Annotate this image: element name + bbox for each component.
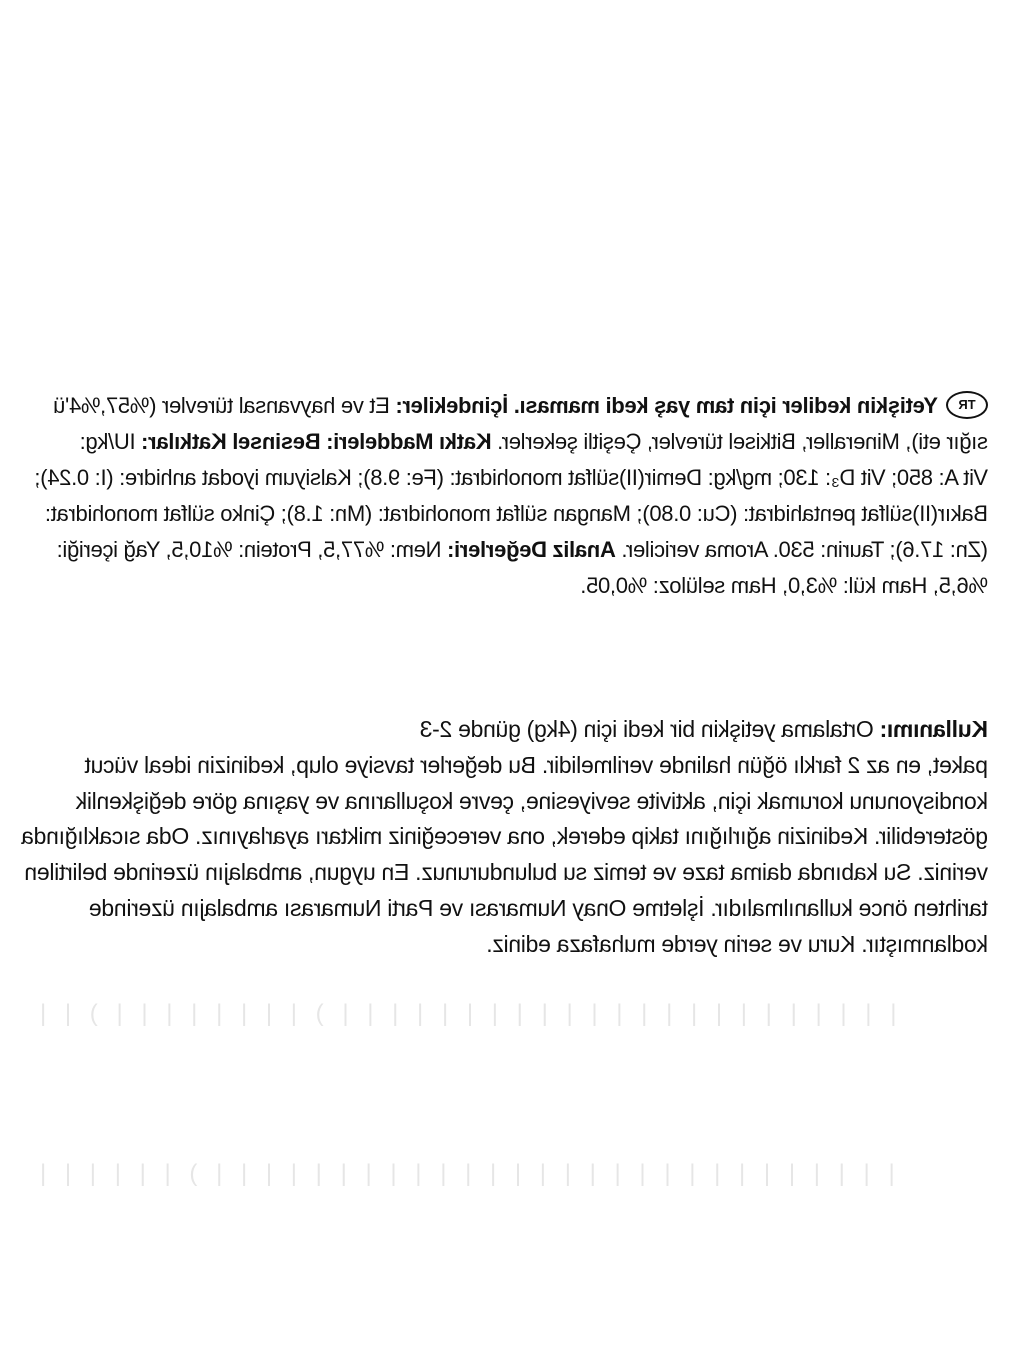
ingredients-line-1	[38, 388, 988, 424]
ingredients-text-cont: sığır eti), Mineraller, Bitkisel türevler, Çeşitli şekerler.	[497, 429, 988, 454]
additives-text: (Zn: 17.6); Taurin: 530. Aroma vericiler.	[621, 537, 988, 562]
unit-label: IU/kg:	[79, 429, 136, 454]
show-through-texture: | | | | | | ( | | | | | | | | | | | | | | | | | | | | | | | | | | | |	[40, 1160, 901, 1187]
ingredients-line-2	[38, 424, 988, 460]
nutritional-additives-label: Besinsel Katkılar:	[141, 429, 321, 454]
usage-line-1	[38, 712, 988, 748]
analysis-label: Analiz Değerleri:	[447, 537, 616, 562]
additives-label: Katkı Maddeleri:	[326, 429, 492, 454]
usage-line: tarihten önce kullanılmalıdır. İşletme Onay Numarası ve Parti Numarası ambalajın üzerinde	[89, 894, 988, 921]
usage-line: gösterebilir. Kedinizin ağırlığını takip ederek, ona vereceğiniz miktarı ayarlayınız. Oda sıcaklığında	[21, 823, 988, 850]
usage-line: veriniz. Su kabında daima taze ve temiz su bulundurunuz. En uygun, ambalajın üzerinde belirtilen	[24, 859, 988, 886]
ingredients-line-5	[38, 532, 988, 568]
usage-label: Kullanımı:	[879, 716, 988, 742]
ingredients-text: Et ve hayvansal türevler (%57,%4'ü	[53, 393, 390, 418]
product-description: Yetişkin kediler için tam yaş kedi maması.	[514, 393, 938, 418]
ingredients-label: İçindekiler:	[395, 393, 509, 418]
ingredients-block	[34, 388, 988, 604]
ingredients-line-3: Vit A: 850; Vit D₃: 130; mg/kg: Demir(II)sülfat monohidrat: (Fe: 9.8); Kalsiyum iyodat anhidre: (I: 0.24);	[34, 465, 988, 490]
show-through-texture: | | ( | | | | | | | | ( | | | | | | | | | | | | | | | | | | | | | | |	[40, 1000, 903, 1027]
analysis-values: Nem: %77,5, Protein: %10,5, Yağ içeriği:	[56, 537, 442, 562]
usage-first-line: Ortalama yetişkin bir kedi için (4kg) günde 2-3	[419, 716, 874, 742]
language-badge: TR	[946, 391, 988, 419]
usage-line: kodlanmıştır. Kuru ve serin yerde muhafaza ediniz.	[486, 930, 988, 957]
ingredients-line-4: Bakır(II)sülfat pentahidrat: (Cu: 0.80); Mangan sülfat monohidrat: (Mn: 1.8); Çinko sülfat monohidrat:	[45, 501, 988, 526]
ingredients-line-6: %6,5, Ham kül: %3,0, Ham selüloz: %0,05.	[580, 573, 988, 598]
usage-line: kondisyonunu korumak için, aktivite seviyesine, çevre koşullarına ve yaşına göre değişkenlik	[75, 787, 988, 814]
usage-block	[21, 712, 988, 963]
usage-line: paket, en az 2 farklı öğün halinde verilmelidir. Bu değerler tavsiye olup, kedinizin ideal vücut	[84, 751, 988, 778]
